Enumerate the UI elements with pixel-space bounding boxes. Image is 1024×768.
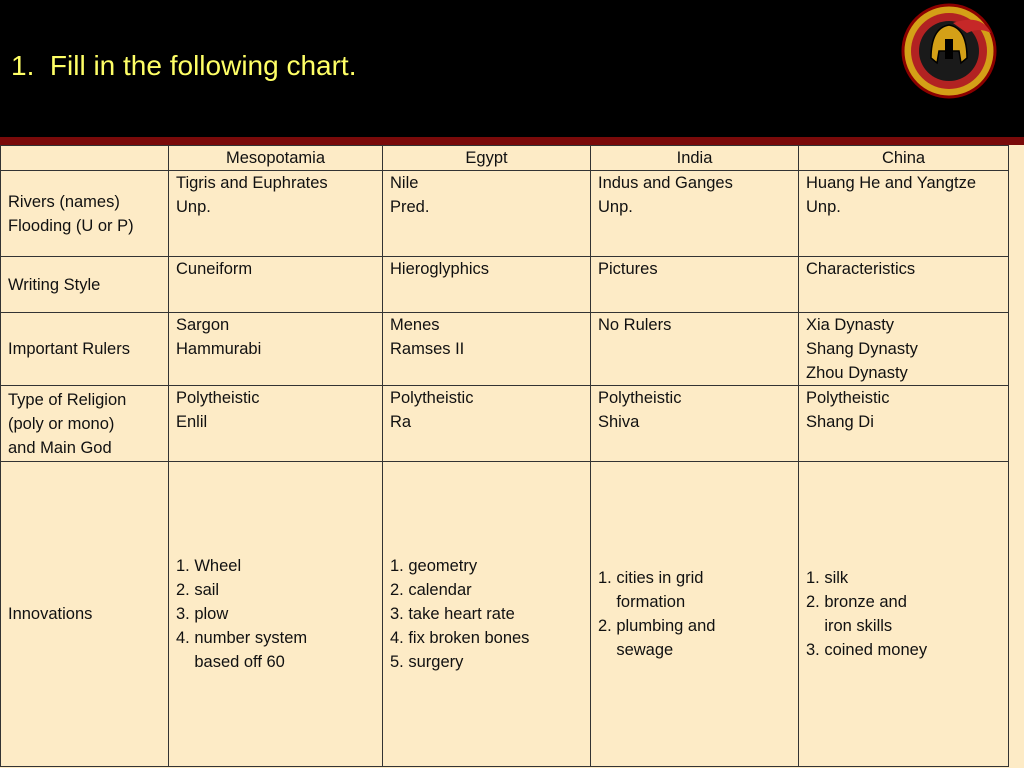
- row-label-line: Flooding (U or P): [8, 216, 134, 235]
- cell-line: Hammurabi: [176, 340, 262, 358]
- table-row: [1, 386, 1009, 462]
- table-cell: [169, 257, 383, 313]
- table-cell: [799, 462, 1009, 767]
- cell-line: Polytheistic: [806, 389, 890, 407]
- table-cell: [591, 313, 799, 386]
- cell-line: 1. Wheel: [176, 557, 242, 575]
- table-cell: [799, 171, 1009, 257]
- cell-line: Xia Dynasty: [806, 316, 895, 334]
- table-cell: [591, 386, 799, 462]
- table-cell: [169, 462, 383, 767]
- cell-line: Polytheistic: [390, 389, 474, 407]
- table-cell: [169, 171, 383, 257]
- cell-line: sewage: [598, 641, 674, 659]
- row-label: [1, 257, 169, 313]
- table-cell: [591, 171, 799, 257]
- cell-line: Unp.: [598, 198, 633, 216]
- cell-line: 3. coined money: [806, 641, 928, 659]
- header-corner-cell: [1, 146, 169, 171]
- column-header: Egypt: [383, 146, 591, 171]
- cell-line: Tigris and Euphrates: [176, 174, 328, 192]
- cell-line: 1. cities in grid: [598, 569, 704, 587]
- cell-line: Enlil: [176, 413, 208, 431]
- cell-line: 3. take heart rate: [390, 605, 515, 623]
- cell-line: based off 60: [176, 653, 285, 671]
- row-label-line: Writing Style: [8, 275, 101, 294]
- cell-line: Unp.: [806, 198, 841, 216]
- cell-line: 4. number system: [176, 629, 308, 647]
- row-label-line: Type of Religion: [8, 390, 127, 409]
- row-label: [1, 313, 169, 386]
- cell-line: 2. sail: [176, 581, 220, 599]
- cell-line: Shiva: [598, 413, 640, 431]
- cell-line: Huang He and Yangtze: [806, 174, 977, 192]
- table-cell: [383, 257, 591, 313]
- column-header: India: [591, 146, 799, 171]
- row-label-line: (poly or mono): [8, 414, 115, 433]
- cell-line: Shang Di: [806, 413, 874, 431]
- slide-title: 1. Fill in the following chart.: [11, 50, 357, 81]
- cell-line: Menes: [390, 316, 440, 334]
- table-cell: [383, 462, 591, 767]
- table-cell: [383, 313, 591, 386]
- column-header: China: [799, 146, 1009, 171]
- table-row: [1, 313, 1009, 386]
- table-cell: [169, 386, 383, 462]
- spartan-helmet-logo-icon: [901, 3, 997, 99]
- cell-line: Unp.: [176, 198, 211, 216]
- cell-line: 4. fix broken bones: [390, 629, 530, 647]
- cell-line: Ramses II: [390, 340, 465, 358]
- row-label-line: Important Rulers: [8, 340, 130, 358]
- cell-line: 3. plow: [176, 605, 229, 623]
- divider-bar: [0, 137, 1024, 145]
- cell-line: Characteristics: [806, 260, 916, 278]
- table-cell: [799, 386, 1009, 462]
- cell-line: 2. bronze and: [806, 593, 907, 611]
- row-label: [1, 462, 169, 767]
- table-cell: [799, 257, 1009, 313]
- cell-line: Polytheistic: [176, 389, 260, 407]
- table-cell: [383, 386, 591, 462]
- row-label-line: and Main God: [8, 438, 112, 457]
- cell-line: Hieroglyphics: [390, 260, 490, 278]
- cell-line: 1. geometry: [390, 557, 478, 575]
- table-cell: [169, 313, 383, 386]
- table-row: [1, 257, 1009, 313]
- table-cell: [799, 313, 1009, 386]
- table-cell: [383, 171, 591, 257]
- table-row: [1, 462, 1009, 767]
- cell-line: Indus and Ganges: [598, 174, 733, 192]
- cell-line: 2. plumbing and: [598, 617, 716, 635]
- table-cell: [591, 462, 799, 767]
- cell-line: Pictures: [598, 260, 658, 278]
- cell-line: Nile: [390, 174, 419, 192]
- cell-line: Sargon: [176, 316, 230, 334]
- cell-line: No Rulers: [598, 316, 672, 334]
- table-header-row: [1, 146, 1009, 171]
- cell-line: Ra: [390, 413, 412, 431]
- cell-line: Cuneiform: [176, 260, 253, 278]
- civilizations-chart: [0, 145, 1009, 767]
- slide-header: [0, 0, 1024, 137]
- row-label: [1, 386, 169, 462]
- cell-line: Zhou Dynasty: [806, 364, 908, 382]
- row-label: [1, 171, 169, 257]
- table-row: [1, 171, 1009, 257]
- cell-line: iron skills: [806, 617, 893, 635]
- cell-line: formation: [598, 593, 686, 611]
- row-label-line: Rivers (names): [8, 192, 120, 211]
- table-cell: [591, 257, 799, 313]
- column-header: Mesopotamia: [169, 146, 383, 171]
- cell-line: 2. calendar: [390, 581, 472, 599]
- cell-line: 5. surgery: [390, 653, 464, 671]
- cell-line: Pred.: [390, 198, 430, 216]
- row-label-line: Innovations: [8, 605, 93, 623]
- cell-line: 1. silk: [806, 569, 849, 587]
- cell-line: Polytheistic: [598, 389, 682, 407]
- cell-line: Shang Dynasty: [806, 340, 918, 358]
